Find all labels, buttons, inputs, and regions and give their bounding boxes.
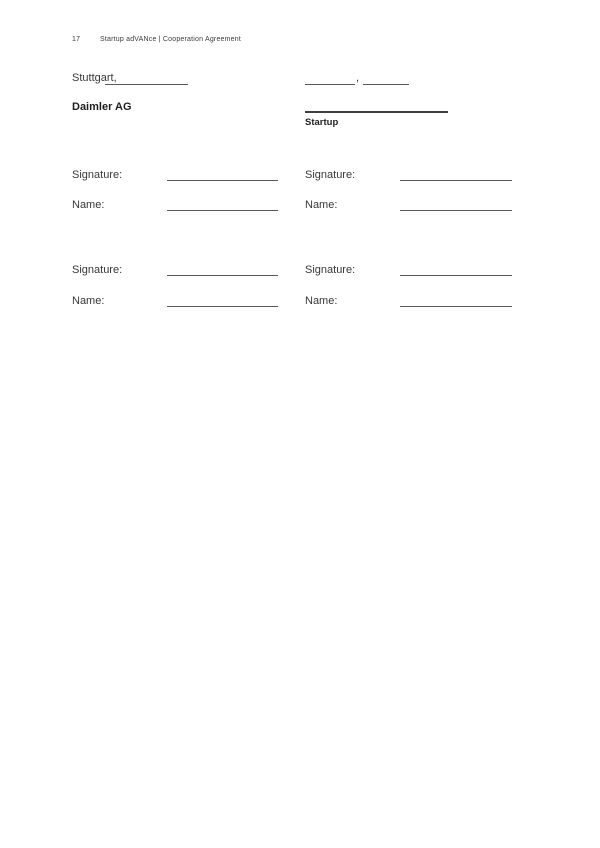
name-blank-line-left-1 — [167, 197, 278, 211]
signature-blank-line-right-1 — [400, 167, 512, 181]
party-signature-rule-right — [305, 111, 448, 113]
name-label-right-1: Name: — [305, 199, 338, 211]
signature-label-left-2: Signature: — [72, 264, 123, 276]
party-name-right: Startup — [305, 117, 339, 128]
date-blank-line-left — [105, 71, 188, 85]
signature-label-right-1: Signature: — [305, 169, 356, 181]
header-title: Startup adVANce | Cooperation Agreement — [100, 36, 242, 43]
date-blank-line-right — [363, 71, 409, 85]
signature-blank-line-left-1 — [167, 167, 278, 181]
signature-label-right-2: Signature: — [305, 264, 356, 276]
name-blank-line-right-2 — [400, 293, 512, 307]
city-blank-line-right — [305, 71, 355, 85]
party-name-left: Daimler AG — [72, 101, 132, 113]
name-blank-line-left-2 — [167, 293, 278, 307]
signature-blank-line-right-2 — [400, 262, 512, 276]
city-date-prefix: Stuttgart, — [72, 72, 117, 84]
city-date-separator: , — [356, 72, 360, 84]
name-label-left-1: Name: — [72, 199, 105, 211]
name-blank-line-right-1 — [400, 197, 512, 211]
signature-label-left-1: Signature: — [72, 169, 123, 181]
page-number: 17 — [72, 36, 81, 43]
signature-blank-line-left-2 — [167, 262, 278, 276]
name-label-left-2: Name: — [72, 295, 105, 307]
name-label-right-2: Name: — [305, 295, 338, 307]
